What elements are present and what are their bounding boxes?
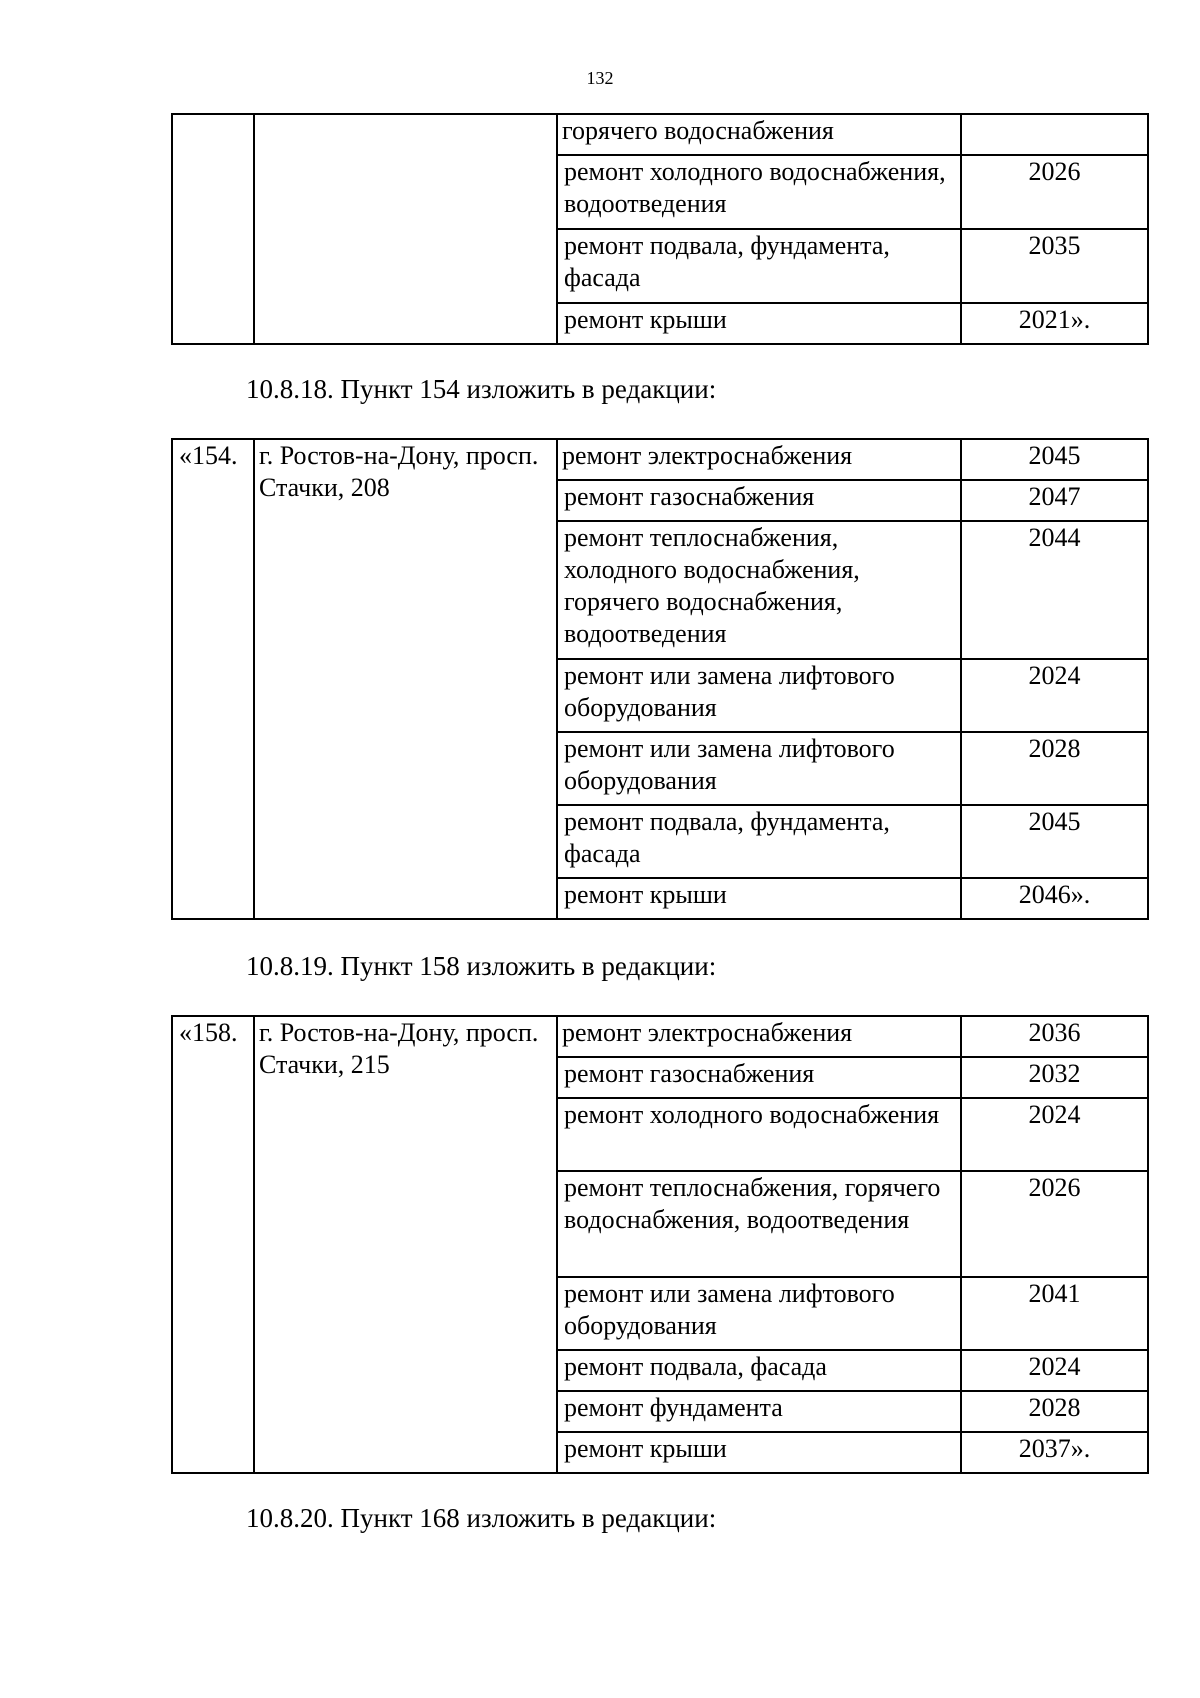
work-type-cell: ремонт газоснабжения [557, 1057, 961, 1098]
address-cell [254, 114, 557, 344]
work-type-cell: ремонт крыши [557, 303, 961, 344]
table-row [172, 439, 1148, 480]
work-type-cell: ремонт крыши [557, 1432, 961, 1473]
work-type-cell: ремонт газоснабжения [557, 480, 961, 521]
year-cell: 2047 [961, 480, 1148, 521]
year-cell: 2024 [961, 659, 1148, 732]
work-type-cell: ремонт электроснабжения [557, 439, 961, 480]
work-type-cell: ремонт фундамента [557, 1391, 961, 1432]
paragraph-10-8-18: 10.8.18. Пункт 154 изложить в редакции: [246, 374, 717, 404]
works-table-item-158 [171, 1015, 1149, 1474]
year-cell: 2032 [961, 1057, 1148, 1098]
work-type-cell: ремонт холодного водоснабжения, водоотведения [557, 155, 961, 229]
work-type-cell: ремонт подвала, фундамента, фасада [557, 229, 961, 303]
year-cell: 2045 [961, 805, 1148, 878]
work-type-cell: ремонт холодного водоснабжения [557, 1098, 961, 1171]
work-type-cell: ремонт подвала, фундамента, фасада [557, 805, 961, 878]
item-number-cell: «158. [172, 1016, 254, 1473]
work-type-cell: ремонт электроснабжения [557, 1016, 961, 1057]
work-type-cell: ремонт или замена лифтового оборудования [557, 659, 961, 732]
work-type-cell: ремонт теплоснабжения, горячего водоснабжения, водоотведения [557, 1171, 961, 1277]
works-table-continuation [171, 113, 1149, 345]
work-type-cell: ремонт подвала, фасада [557, 1350, 961, 1391]
address-cell: г. Ростов-на-Дону, просп. Стачки, 208 [254, 439, 557, 919]
paragraph-10-8-19: 10.8.19. Пункт 158 изложить в редакции: [246, 951, 717, 981]
year-cell: 2041 [961, 1277, 1148, 1350]
work-type-cell: ремонт или замена лифтового оборудования [557, 1277, 961, 1350]
year-cell: 2026 [961, 155, 1148, 229]
year-cell: 2044 [961, 521, 1148, 659]
year-cell: 2035 [961, 229, 1148, 303]
item-number-cell [172, 114, 254, 344]
works-table-item-154 [171, 438, 1149, 920]
work-type-cell: ремонт или замена лифтового оборудования [557, 732, 961, 805]
year-cell: 2028 [961, 1391, 1148, 1432]
address-cell: г. Ростов-на-Дону, просп. Стачки, 215 [254, 1016, 557, 1473]
page-number: 132 [586, 68, 614, 88]
table-row [172, 114, 1148, 155]
year-cell: 2021». [961, 303, 1148, 344]
year-cell [961, 114, 1148, 155]
work-type-cell: горячего водоснабжения [557, 114, 961, 155]
year-cell: 2028 [961, 732, 1148, 805]
year-cell: 2045 [961, 439, 1148, 480]
year-cell: 2046». [961, 878, 1148, 919]
work-type-cell: ремонт крыши [557, 878, 961, 919]
paragraph-10-8-20: 10.8.20. Пункт 168 изложить в редакции: [246, 1503, 717, 1533]
year-cell: 2024 [961, 1098, 1148, 1171]
work-type-cell: ремонт теплоснабжения, холодного водоснабжения, горячего водоснабжения, водоотведения [557, 521, 961, 659]
year-cell: 2024 [961, 1350, 1148, 1391]
year-cell: 2036 [961, 1016, 1148, 1057]
item-number-cell: «154. [172, 439, 254, 919]
year-cell: 2026 [961, 1171, 1148, 1277]
table-row [172, 1016, 1148, 1057]
year-cell: 2037». [961, 1432, 1148, 1473]
